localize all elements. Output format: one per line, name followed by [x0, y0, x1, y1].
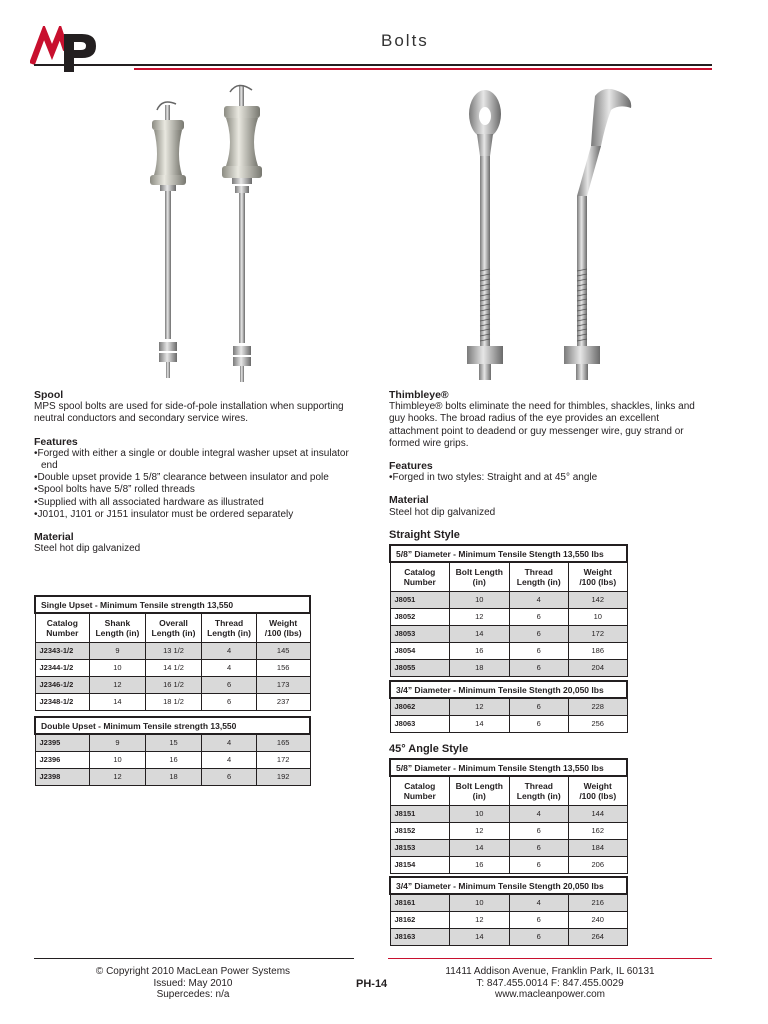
table-cell: 14	[450, 839, 509, 856]
footer-left	[80, 966, 306, 1001]
table-cell: 264	[568, 928, 627, 945]
table-cell: 14 1/2	[145, 659, 202, 676]
table-cell: 162	[568, 822, 627, 839]
angle-style-title: 45° Angle Style	[389, 743, 469, 755]
table-cell: 14	[450, 928, 509, 945]
catalog-number: J8154	[390, 856, 450, 873]
table-cell: 204	[568, 659, 627, 676]
supercedes-text: Supercedes: n/a	[156, 989, 230, 1000]
catalog-number: J8055	[390, 659, 450, 676]
straight-58-table	[389, 544, 628, 677]
table-cell: 184	[568, 839, 627, 856]
table-cell: 12	[90, 768, 146, 785]
table-cell: 6	[509, 928, 568, 945]
spool-feature-item: • Double upset provide 1 5/8” clearance between insulator and pole	[34, 472, 354, 484]
table-cell: 6	[509, 822, 568, 839]
angle-58-caption: 5/8” Diameter - Minimum Tensile Stength 13,550 lbs	[390, 759, 627, 776]
table-cell: 9	[90, 642, 146, 659]
thimbleye-material-title: Material	[389, 494, 429, 507]
table-cell: 10	[450, 894, 509, 911]
straight-style-title: Straight Style	[389, 529, 460, 541]
table-cell: 18	[450, 659, 509, 676]
table-row	[390, 642, 627, 659]
thimbleye-section	[389, 389, 699, 519]
table-row	[390, 659, 627, 676]
column-header: Weight /100 (lbs)	[256, 613, 310, 642]
catalog-number: J2346-1/2	[35, 676, 90, 693]
table-cell: 13 1/2	[145, 642, 202, 659]
table-cell: 6	[509, 625, 568, 642]
page-title: Bolts	[381, 31, 429, 50]
table-cell: 10	[568, 608, 627, 625]
catalog-number: J2343-1/2	[35, 642, 90, 659]
catalog-number: J8051	[390, 591, 450, 608]
thimbleye-material: Steel hot dip galvanized	[389, 506, 496, 518]
table-cell: 216	[568, 894, 627, 911]
catalog-number: J2348-1/2	[35, 693, 90, 710]
table-cell: 4	[202, 659, 257, 676]
angle-58-table	[389, 758, 628, 874]
straight-58-caption: 5/8” Diameter - Minimum Tensile Stength 13,550 lbs	[390, 545, 627, 562]
table-row	[390, 856, 627, 873]
table-cell: 192	[256, 768, 310, 785]
angle-34-table	[389, 876, 628, 946]
spool-material: Steel hot dip galvanized	[34, 543, 141, 555]
table-cell: 4	[509, 805, 568, 822]
straight-34-caption: 3/4” Diameter - Minimum Tensile Stength 20,050 lbs	[390, 681, 627, 698]
table-row	[35, 693, 310, 710]
website-link[interactable]: www.macleanpower.com	[494, 989, 606, 1000]
column-header: Thread Length (in)	[202, 613, 257, 642]
table-cell: 18 1/2	[145, 693, 202, 710]
column-header: Overall Length (in)	[145, 613, 202, 642]
catalog-number: J2344-1/2	[35, 659, 90, 676]
table-cell: 6	[509, 659, 568, 676]
table-cell: 256	[568, 715, 627, 732]
thimbleye-feature-item: • Forged in two styles: Straight and at 45° angle	[389, 472, 699, 484]
column-header: Weight /100 (lbs)	[568, 776, 627, 805]
catalog-number: J8062	[390, 698, 450, 715]
catalog-number: J8152	[390, 822, 450, 839]
table-cell: 10	[90, 751, 146, 768]
table-cell: 4	[509, 591, 568, 608]
address-text: 11411 Addison Avenue, Franklin Park, IL 60131	[445, 966, 655, 977]
thimbleye-bolt-image	[455, 86, 645, 386]
straight-34-table	[389, 680, 628, 733]
phone-text: T: 847.455.0014 F: 847.455.0029	[476, 977, 624, 989]
double-upset-table	[34, 716, 311, 786]
table-row	[390, 928, 627, 945]
table-cell: 16 1/2	[145, 676, 202, 693]
table-cell: 6	[509, 642, 568, 659]
thimbleye-features-title: Features	[389, 460, 433, 473]
angle-34-caption: 3/4” Diameter - Minimum Tensile Stength 20,050 lbs	[390, 877, 627, 894]
table-cell: 6	[202, 676, 257, 693]
header-rule	[34, 64, 712, 66]
spool-features-title: Features	[34, 435, 78, 448]
table-cell: 14	[90, 693, 146, 710]
table-cell: 145	[256, 642, 310, 659]
spool-material-title: Material	[34, 531, 74, 544]
table-row	[35, 659, 310, 676]
table-row	[390, 715, 627, 732]
thimbleye-features-list	[389, 472, 699, 484]
table-cell: 15	[145, 734, 202, 751]
catalog-number: J8162	[390, 911, 450, 928]
table-cell: 12	[450, 608, 509, 625]
thimbleye-description: Thimbleye® bolts eliminate the need for thimbles, shackles, links and guy hooks. The broad radius of the eye provides an excellent attachment point to deadend or guy messenger wire, guy strand or formed wire grips.	[389, 401, 695, 449]
table-cell: 12	[450, 911, 509, 928]
spool-features-list	[34, 448, 354, 521]
table-cell: 172	[568, 625, 627, 642]
table-cell: 12	[90, 676, 146, 693]
table-cell: 173	[256, 676, 310, 693]
table-cell: 6	[509, 856, 568, 873]
catalog-number: J8161	[390, 894, 450, 911]
catalog-number: J8052	[390, 608, 450, 625]
table-cell: 18	[145, 768, 202, 785]
table-cell: 6	[202, 693, 257, 710]
table-cell: 6	[509, 608, 568, 625]
footer-rule-accent	[388, 958, 712, 959]
spool-title: Spool	[34, 389, 64, 401]
table-row	[390, 911, 627, 928]
table-row	[35, 734, 310, 751]
page-number: PH-14	[356, 978, 388, 990]
catalog-number: J2396	[35, 751, 90, 768]
spool-feature-item: • Spool bolts have 5/8” rolled threads	[34, 484, 354, 496]
table-cell: 16	[450, 642, 509, 659]
spool-feature-item: • Supplied with all associated hardware as illustrated	[34, 497, 354, 509]
catalog-number: J8053	[390, 625, 450, 642]
company-logo	[30, 26, 100, 76]
table-cell: 6	[509, 839, 568, 856]
table-cell: 4	[202, 734, 257, 751]
spool-bolt-image	[140, 80, 290, 385]
table-cell: 12	[450, 698, 509, 715]
catalog-number: J8063	[390, 715, 450, 732]
table-cell: 206	[568, 856, 627, 873]
table-cell: 6	[202, 768, 257, 785]
table-cell: 16	[145, 751, 202, 768]
table-cell: 240	[568, 911, 627, 928]
column-header: Weight /100 (lbs)	[568, 562, 627, 591]
catalog-number: J8153	[390, 839, 450, 856]
spool-description: MPS spool bolts are used for side-of-pole installation when supporting neutral conductors and secondary service wires.	[34, 401, 344, 425]
table-row	[390, 608, 627, 625]
table-row	[35, 768, 310, 785]
copyright-text: © Copyright 2010 MacLean Power Systems	[95, 966, 291, 977]
table-row	[390, 894, 627, 911]
double-upset-caption: Double Upset - Minimum Tensile strength 13,550	[35, 717, 310, 734]
column-header: Bolt Length (in)	[450, 562, 509, 591]
table-row	[390, 805, 627, 822]
single-upset-caption: Single Upset - Minimum Tensile strength 13,550	[35, 596, 310, 613]
table-row	[35, 676, 310, 693]
table-row	[35, 642, 310, 659]
table-row	[390, 839, 627, 856]
catalog-number: J2398	[35, 768, 90, 785]
table-cell: 4	[202, 642, 257, 659]
thimbleye-title: Thimbleye®	[389, 389, 449, 401]
table-row	[390, 591, 627, 608]
table-cell: 16	[450, 856, 509, 873]
table-cell: 14	[450, 625, 509, 642]
single-upset-table	[34, 595, 311, 711]
column-header: Catalog Number	[390, 562, 450, 591]
table-cell: 144	[568, 805, 627, 822]
table-cell: 172	[256, 751, 310, 768]
column-header: Catalog Number	[35, 613, 90, 642]
spool-feature-item: • J0101, J101 or J151 insulator must be ordered separately	[34, 509, 354, 521]
column-header: Thread Length (in)	[509, 776, 568, 805]
issued-text: Issued: May 2010	[153, 977, 233, 989]
table-cell: 186	[568, 642, 627, 659]
table-cell: 156	[256, 659, 310, 676]
table-cell: 6	[509, 698, 568, 715]
footer-right	[430, 966, 670, 1001]
table-row	[390, 625, 627, 642]
table-cell: 10	[450, 591, 509, 608]
catalog-number: J8054	[390, 642, 450, 659]
table-cell: 9	[90, 734, 146, 751]
table-cell: 237	[256, 693, 310, 710]
table-cell: 228	[568, 698, 627, 715]
header-rule-accent	[134, 68, 712, 70]
catalog-number: J8151	[390, 805, 450, 822]
spool-feature-item: • Forged with either a single or double integral washer upset at insulator end	[34, 448, 354, 472]
table-cell: 14	[450, 715, 509, 732]
table-cell: 4	[202, 751, 257, 768]
column-header: Thread Length (in)	[509, 562, 568, 591]
table-row	[390, 698, 627, 715]
table-row	[35, 751, 310, 768]
table-row	[390, 822, 627, 839]
table-cell: 6	[509, 715, 568, 732]
table-cell: 10	[90, 659, 146, 676]
column-header: Shank Length (in)	[90, 613, 146, 642]
catalog-number: J2395	[35, 734, 90, 751]
column-header: Catalog Number	[390, 776, 450, 805]
catalog-number: J8163	[390, 928, 450, 945]
table-cell: 10	[450, 805, 509, 822]
table-cell: 165	[256, 734, 310, 751]
column-header: Bolt Length (in)	[450, 776, 509, 805]
footer-rule	[34, 958, 354, 959]
table-cell: 6	[509, 911, 568, 928]
table-cell: 12	[450, 822, 509, 839]
spool-section	[34, 389, 354, 555]
table-cell: 4	[509, 894, 568, 911]
table-cell: 142	[568, 591, 627, 608]
